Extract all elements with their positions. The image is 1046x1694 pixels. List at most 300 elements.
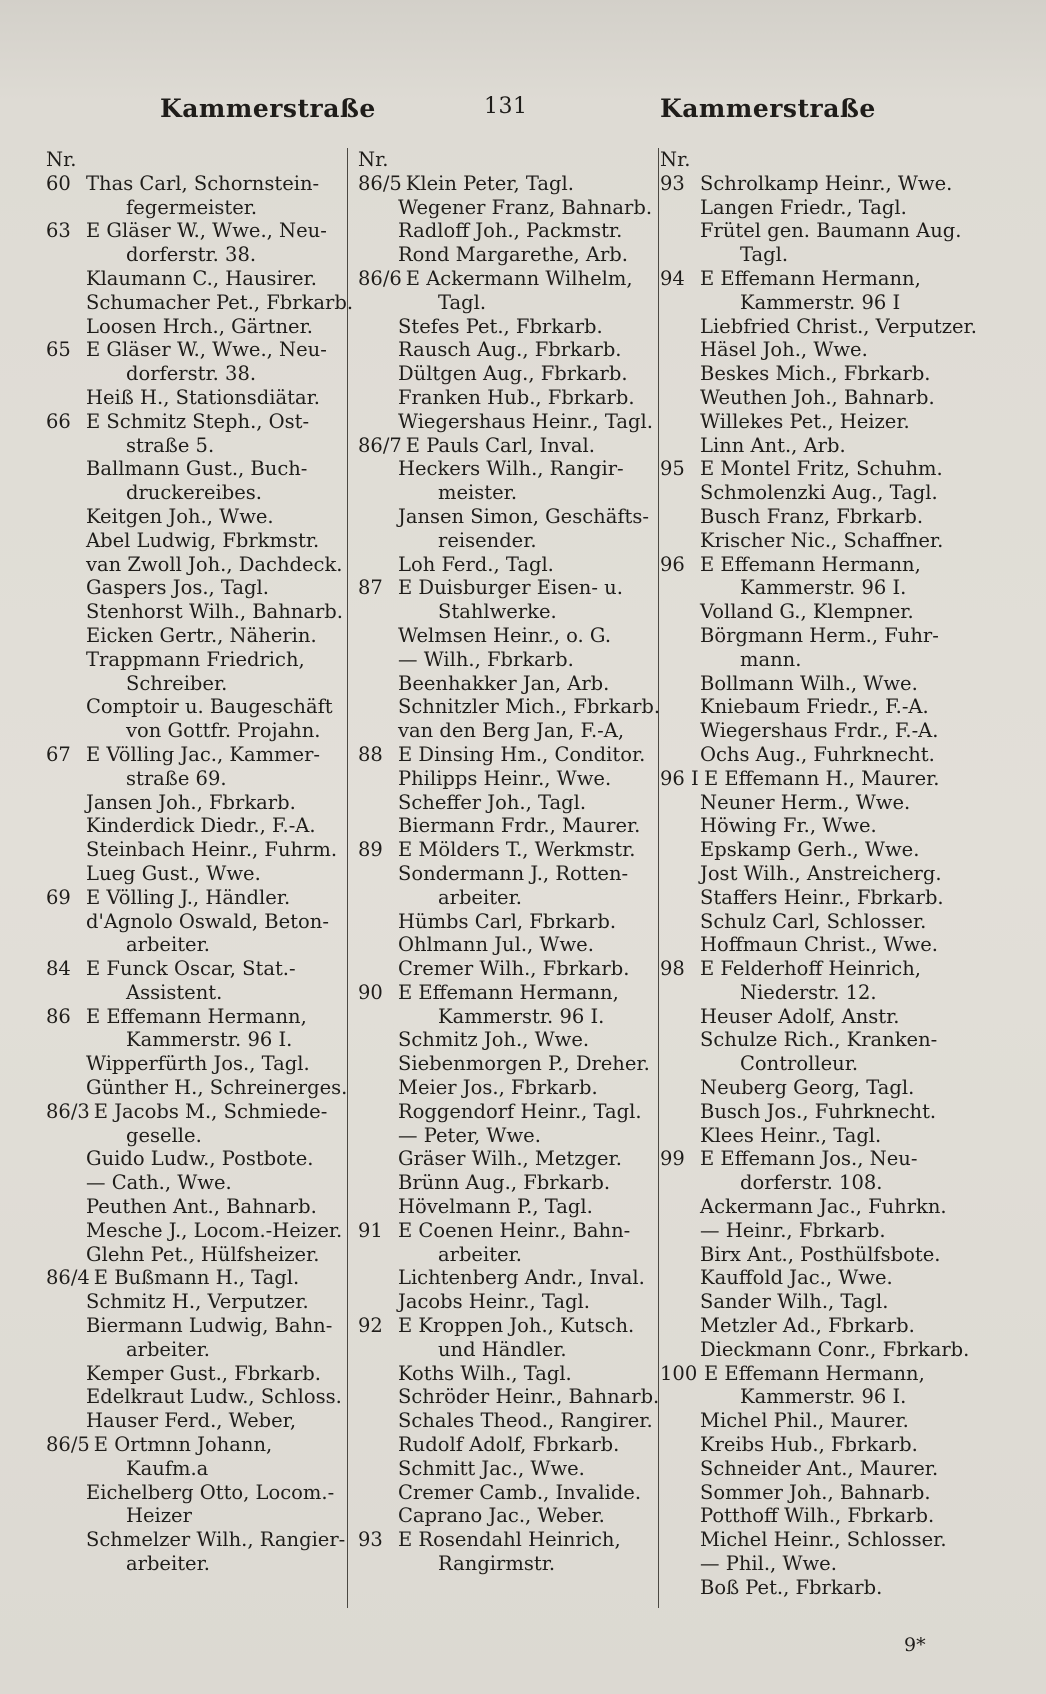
resident-entry <box>358 576 660 600</box>
resident-entry <box>46 1243 346 1267</box>
resident-text: Lueg Gust., Wwe. <box>86 861 261 885</box>
resident-text: Guido Ludw., Postbote. <box>86 1147 314 1171</box>
entry-continuation: Kaufm.a <box>126 1456 209 1480</box>
resident-entry <box>358 505 660 529</box>
resident-text: Brünn Aug., Fbrkarb. <box>398 1171 611 1195</box>
resident-entry <box>358 767 660 791</box>
entry-continuation: Rangirmstr. <box>438 1552 556 1576</box>
resident-entry <box>46 529 346 553</box>
resident-entry <box>660 672 960 696</box>
resident-text: Beskes Mich., Fbrkarb. <box>700 362 931 386</box>
entry-continuation: Tagl. <box>438 290 487 314</box>
resident-entry <box>46 791 346 815</box>
resident-text: Birx Ant., Posthülfsbote. <box>700 1242 941 1266</box>
entry-continuation: druckereibes. <box>126 481 262 505</box>
resident-text: Peuthen Ant., Bahnarb. <box>86 1195 317 1219</box>
resident-entry <box>46 457 346 481</box>
resident-text: — Heinr., Fbrkarb. <box>700 1218 886 1242</box>
resident-entry <box>358 672 660 696</box>
resident-entry <box>46 1385 346 1409</box>
resident-text: Busch Franz, Fbrkarb. <box>700 504 924 528</box>
resident-text: Schmitt Jac., Wwe. <box>398 1456 585 1480</box>
resident-entry <box>358 1219 660 1243</box>
resident-entry <box>358 553 660 577</box>
house-number: 100 <box>660 1361 698 1385</box>
resident-entry <box>358 1433 660 1457</box>
resident-text: Schmolenzki Aug., Tagl. <box>700 481 938 505</box>
house-number: 99 <box>660 1147 685 1171</box>
resident-text: E Jacobs M., Schmiede- <box>93 1099 328 1123</box>
resident-entry <box>46 743 346 767</box>
resident-text: Gaspers Jos., Tagl. <box>86 576 269 600</box>
resident-entry <box>46 1052 346 1076</box>
resident-text: Staffers Heinr., Fbrkarb. <box>700 885 944 909</box>
resident-entry <box>660 1005 960 1029</box>
resident-text: Weuthen Joh., Bahnarb. <box>700 385 935 409</box>
resident-text: Neuberg Georg, Tagl. <box>700 1076 915 1100</box>
entry-continuation: arbeiter. <box>438 885 522 909</box>
resident-text: Dültgen Aug., Fbrkarb. <box>398 362 628 386</box>
resident-entry <box>46 338 346 362</box>
resident-entry <box>46 695 346 719</box>
resident-text: Günther H., Schreinerges. <box>86 1076 348 1100</box>
resident-text: Mesche J., Locom.-Heizer. <box>86 1218 343 1242</box>
resident-entry <box>660 1219 960 1243</box>
house-number: 86 <box>46 1004 71 1028</box>
entry-continuation: und Händler. <box>438 1337 567 1361</box>
entry-continuation: arbeiter. <box>126 1552 210 1576</box>
resident-text: Beenhakker Jan, Arb. <box>398 671 610 695</box>
entry-continuation: reisender. <box>438 528 537 552</box>
house-number: 60 <box>46 171 71 195</box>
resident-text: Loosen Hrch., Gärtner. <box>86 314 313 338</box>
resident-entry <box>660 410 960 434</box>
resident-entry <box>46 1314 346 1338</box>
entry-continuation: Niederstr. 12. <box>740 980 877 1004</box>
house-number: 89 <box>358 838 383 862</box>
resident-text: Epskamp Gerh., Wwe. <box>700 838 920 862</box>
resident-text: Comptoir u. Baugeschäft <box>86 695 333 719</box>
resident-text: E Effemann Jos., Neu- <box>700 1147 918 1171</box>
resident-text: Höwing Fr., Wwe. <box>700 814 877 838</box>
resident-entry <box>358 1052 660 1076</box>
resident-entry <box>660 933 960 957</box>
resident-text: Sondermann J., Rotten- <box>398 861 629 885</box>
resident-text: Steinbach Heinr., Fuhrm. <box>86 838 338 862</box>
resident-entry <box>660 791 960 815</box>
resident-text: E Effemann H., Maurer. <box>704 766 940 790</box>
resident-text: E Effemann Hermann, <box>700 266 921 290</box>
resident-text: Dieckmann Conr., Fbrkarb. <box>700 1337 970 1361</box>
resident-entry <box>46 290 354 315</box>
resident-entry <box>660 172 960 196</box>
resident-text: Hoffmaun Christ., Wwe. <box>700 933 938 957</box>
resident-entry <box>660 338 960 362</box>
house-number: 96 I <box>660 766 699 790</box>
resident-text: Schnitzler Mich., Fbrkarb. <box>398 695 661 719</box>
resident-entry <box>358 981 660 1005</box>
resident-text: E Funck Oscar, Stat.- <box>86 957 296 981</box>
resident-entry <box>660 1504 960 1528</box>
resident-entry <box>660 957 960 981</box>
resident-text: E Coenen Heinr., Bahn- <box>398 1218 631 1242</box>
resident-entry <box>660 1433 960 1457</box>
house-number: 63 <box>46 219 71 243</box>
resident-entry <box>358 1147 660 1171</box>
house-number: 65 <box>46 338 71 362</box>
resident-text: Busch Jos., Fuhrknecht. <box>700 1099 937 1123</box>
house-number: 91 <box>358 1218 383 1242</box>
resident-text: Stefes Pet., Fbrkarb. <box>398 314 603 338</box>
resident-entry <box>660 1290 960 1314</box>
resident-text: Ochs Aug., Fuhrknecht. <box>700 742 935 766</box>
column-nr-label: Nr. <box>46 148 77 171</box>
resident-entry <box>358 1409 660 1433</box>
resident-entry <box>660 1576 960 1600</box>
resident-entry <box>660 719 960 743</box>
resident-text: E Ortmnn Johann, <box>93 1433 273 1457</box>
resident-text: Schröder Heinr., Bahnarb. <box>398 1385 660 1409</box>
signature-mark: 9* <box>904 1634 926 1656</box>
resident-entry <box>358 1528 660 1552</box>
resident-text: E Rosendahl Heinrich, <box>398 1528 621 1552</box>
resident-entry <box>358 1124 660 1148</box>
house-number: 69 <box>46 885 71 909</box>
resident-text: — Cath., Wwe. <box>86 1171 232 1195</box>
resident-text: Frütel gen. Baumann Aug. <box>700 219 962 243</box>
resident-text: Cremer Camb., Invalide. <box>398 1480 642 1504</box>
right-running-title: Kammerstraße <box>660 94 876 123</box>
resident-text: Heckers Wilh., Rangir- <box>398 457 624 481</box>
resident-text: E Völling J., Händler. <box>86 885 291 909</box>
resident-text: E Ackermann Wilhelm, <box>405 266 633 290</box>
directory-column-2 <box>358 148 660 1576</box>
resident-text: Abel Ludwig, Fbrkmstr. <box>86 528 320 552</box>
resident-text: E Gläser W., Wwe., Neu- <box>86 219 327 243</box>
resident-text: Schmitz H., Verputzer. <box>86 1290 309 1314</box>
resident-text: E Mölders T., Werkmstr. <box>398 838 636 862</box>
resident-text: Gräser Wilh., Metzger. <box>398 1147 622 1171</box>
resident-text: Bollmann Wilh., Wwe. <box>700 671 918 695</box>
house-number: 86/5 <box>46 1433 90 1457</box>
resident-text: E Duisburger Eisen- u. <box>398 576 623 600</box>
resident-entry <box>660 314 977 339</box>
house-number: 95 <box>660 457 685 481</box>
entry-continuation: straße 5. <box>126 433 215 457</box>
resident-entry <box>660 1337 970 1362</box>
resident-entry <box>46 957 346 981</box>
resident-text: Caprano Jac., Weber. <box>398 1504 605 1528</box>
resident-entry <box>358 910 660 934</box>
resident-entry <box>358 1100 660 1124</box>
entry-continuation: Controlleur. <box>740 1052 859 1076</box>
resident-entry <box>660 1076 960 1100</box>
resident-entry <box>660 362 960 386</box>
resident-text: Scheffer Joh., Tagl. <box>398 790 587 814</box>
house-number: 86/5 <box>358 171 402 195</box>
resident-text: Keitgen Joh., Wwe. <box>86 504 274 528</box>
resident-text: Jansen Joh., Fbrkarb. <box>86 790 296 814</box>
resident-entry <box>660 814 960 838</box>
resident-text: Klaumann C., Hausirer. <box>86 266 317 290</box>
resident-entry <box>660 910 960 934</box>
resident-entry <box>46 553 346 577</box>
house-number: 86/6 <box>358 266 402 290</box>
resident-text: Jost Wilh., Anstreicherg. <box>700 861 942 885</box>
entry-continuation: arbeiter. <box>126 1337 210 1361</box>
resident-text: Hauser Ferd., Weber, <box>86 1409 297 1433</box>
resident-entry <box>46 1266 346 1290</box>
resident-text: Klees Heinr., Tagl. <box>700 1123 882 1147</box>
resident-entry <box>46 410 346 434</box>
resident-entry <box>660 553 960 577</box>
resident-entry <box>660 600 960 624</box>
resident-entry <box>358 410 660 434</box>
resident-text: Siebenmorgen P., Dreher. <box>398 1052 650 1076</box>
resident-text: E Dinsing Hm., Conditor. <box>398 742 646 766</box>
resident-text: E Völling Jac., Kammer- <box>86 742 320 766</box>
resident-entry <box>660 1457 960 1481</box>
resident-entry <box>660 624 960 648</box>
resident-text: — Wilh., Fbrkarb. <box>398 647 574 671</box>
page-number: 131 <box>484 94 528 119</box>
resident-text: Koths Wilh., Tagl. <box>398 1361 572 1385</box>
column-nr-label: Nr. <box>358 148 389 171</box>
resident-entry <box>46 505 346 529</box>
resident-text: Biermann Frdr., Maurer. <box>398 814 641 838</box>
resident-text: Eicken Gertr., Näherin. <box>86 623 317 647</box>
resident-entry <box>46 576 346 600</box>
entry-continuation: Kammerstr. 96 I. <box>438 1004 605 1028</box>
resident-text: Schneider Ant., Maurer. <box>700 1456 939 1480</box>
resident-entry <box>358 743 660 767</box>
resident-entry <box>660 743 960 767</box>
resident-text: Ballmann Gust., Buch- <box>86 457 308 481</box>
resident-text: Stenhorst Wilh., Bahnarb. <box>86 600 343 624</box>
resident-text: Volland G., Klempner. <box>700 600 914 624</box>
resident-text: Klein Peter, Tagl. <box>405 171 574 195</box>
entry-continuation: von Gottfr. Projahn. <box>126 719 321 743</box>
resident-text: E Pauls Carl, Inval. <box>405 433 595 457</box>
resident-text: Metzler Ad., Fbrkarb. <box>700 1314 915 1338</box>
house-number: 94 <box>660 266 685 290</box>
house-number: 92 <box>358 1314 383 1338</box>
resident-entry <box>660 1409 960 1433</box>
resident-entry <box>358 1314 660 1338</box>
resident-text: van Zwoll Joh., Dachdeck. <box>86 552 343 576</box>
resident-entry <box>358 219 660 243</box>
resident-text: Heiß H., Stationsdiätar. <box>86 385 320 409</box>
resident-entry <box>358 1385 660 1409</box>
resident-text: Sommer Joh., Bahnarb. <box>700 1480 931 1504</box>
house-number: 86/7 <box>358 433 402 457</box>
resident-text: Rudolf Adolf, Fbrkarb. <box>398 1433 620 1457</box>
resident-entry <box>358 267 660 291</box>
entry-continuation: straße 69. <box>126 766 227 790</box>
resident-text: Kniebaum Friedr., F.-A. <box>700 695 929 719</box>
entry-continuation: meister. <box>438 481 518 505</box>
resident-entry <box>46 1409 346 1433</box>
resident-text: Ackermann Jac., Fuhrkn. <box>700 1195 947 1219</box>
resident-entry <box>660 1100 960 1124</box>
entry-continuation: geselle. <box>126 1123 202 1147</box>
resident-entry <box>358 957 660 981</box>
entry-continuation: Kammerstr. 96 I. <box>740 1385 907 1409</box>
resident-entry <box>358 1481 660 1505</box>
column-nr-label: Nr. <box>660 148 691 171</box>
column-divider <box>347 148 348 1608</box>
resident-entry <box>46 1100 346 1124</box>
resident-entry <box>46 814 346 838</box>
house-number: 87 <box>358 576 383 600</box>
resident-text: Schumacher Pet., Fbrkarb. <box>86 290 354 314</box>
resident-text: Sander Wilh., Tagl. <box>700 1290 889 1314</box>
resident-entry <box>660 267 960 291</box>
resident-text: Hövelmann P., Tagl. <box>398 1195 593 1219</box>
resident-entry <box>358 1171 660 1195</box>
entry-continuation: Tagl. <box>740 243 789 267</box>
resident-entry <box>660 1314 960 1338</box>
resident-text: E Felderhoff Heinrich, <box>700 957 921 981</box>
resident-text: E Montel Fritz, Schuhm. <box>700 457 943 481</box>
resident-text: Neuner Herm., Wwe. <box>700 790 911 814</box>
resident-text: Trappmann Friedrich, <box>86 647 305 671</box>
resident-text: Ohlmann Jul., Wwe. <box>398 933 594 957</box>
house-number: 86/3 <box>46 1099 90 1123</box>
resident-text: Jacobs Heinr., Tagl. <box>398 1290 590 1314</box>
resident-text: Eichelberg Otto, Locom.- <box>86 1480 335 1504</box>
entry-continuation: Heizer <box>126 1504 192 1528</box>
resident-text: Michel Heinr., Schlosser. <box>700 1528 947 1552</box>
resident-entry <box>46 219 346 243</box>
resident-entry <box>660 1195 960 1219</box>
resident-text: Glehn Pet., Hülfsheizer. <box>86 1242 320 1266</box>
entry-continuation: mann. <box>740 647 802 671</box>
resident-text: Franken Hub., Fbrkarb. <box>398 385 635 409</box>
entry-continuation: Kammerstr. 96 I <box>740 290 901 314</box>
entry-continuation: Stahlwerke. <box>438 600 557 624</box>
resident-entry <box>46 648 346 672</box>
resident-entry <box>660 481 960 505</box>
resident-entry <box>46 172 346 196</box>
resident-entry <box>46 1362 346 1386</box>
resident-entry <box>660 862 960 886</box>
resident-text: Krischer Nic., Schaffner. <box>700 528 944 552</box>
resident-entry <box>358 386 660 410</box>
resident-entry <box>660 767 960 791</box>
house-number: 66 <box>46 409 71 433</box>
resident-text: Schulze Rich., Kranken- <box>700 1028 938 1052</box>
house-number: 90 <box>358 980 383 1004</box>
resident-text: Wipperfürth Jos., Tagl. <box>86 1052 310 1076</box>
resident-text: Potthoff Wilh., Fbrkarb. <box>700 1504 935 1528</box>
resident-entry <box>46 1147 346 1171</box>
resident-text: E Effemann Hermann, <box>86 1004 307 1028</box>
resident-text: Thas Carl, Schornstein- <box>86 171 320 195</box>
resident-entry <box>358 1362 660 1386</box>
entry-continuation: Kammerstr. 96 I. <box>126 1028 293 1052</box>
resident-entry <box>46 1290 346 1314</box>
resident-text: Kinderdick Diedr., F.-A. <box>86 814 316 838</box>
resident-entry <box>358 1266 660 1290</box>
resident-entry <box>358 838 660 862</box>
resident-text: Schmitz Joh., Wwe. <box>398 1028 590 1052</box>
resident-entry <box>358 1028 660 1052</box>
resident-text: — Phil., Wwe. <box>700 1552 837 1576</box>
entry-continuation: Kammerstr. 96 I. <box>740 576 907 600</box>
resident-entry <box>660 1028 960 1052</box>
entry-continuation: arbeiter. <box>438 1242 522 1266</box>
resident-entry <box>660 838 960 862</box>
resident-entry <box>660 1266 960 1290</box>
resident-text: Edelkraut Ludw., Schloss. <box>86 1385 342 1409</box>
resident-entry <box>660 1243 960 1267</box>
resident-entry <box>46 1195 346 1219</box>
resident-text: E Gläser W., Wwe., Neu- <box>86 338 327 362</box>
resident-entry <box>358 791 660 815</box>
resident-entry <box>46 267 346 291</box>
resident-text: Kauffold Jac., Wwe. <box>700 1266 893 1290</box>
resident-entry <box>358 814 660 838</box>
resident-text: E Effemann Hermann, <box>704 1361 925 1385</box>
resident-text: E Schmitz Steph., Ost- <box>86 409 310 433</box>
resident-text: Schulz Carl, Schlosser. <box>700 909 927 933</box>
resident-text: — Peter, Wwe. <box>398 1123 541 1147</box>
entry-continuation: Assistent. <box>126 980 223 1004</box>
resident-text: Heuser Adolf, Anstr. <box>700 1004 900 1028</box>
resident-entry <box>46 315 346 339</box>
resident-text: Rausch Aug., Fbrkarb. <box>398 338 622 362</box>
resident-entry <box>358 315 660 339</box>
resident-text: Rond Margarethe, Arb. <box>398 243 628 267</box>
resident-entry <box>46 1005 346 1029</box>
resident-entry <box>660 219 960 243</box>
resident-text: Roggendorf Heinr., Tagl. <box>398 1099 642 1123</box>
entry-continuation: fegermeister. <box>126 195 258 219</box>
resident-entry <box>660 386 960 410</box>
resident-entry <box>358 695 660 719</box>
resident-entry <box>358 457 660 481</box>
house-number: 96 <box>660 552 685 576</box>
resident-entry <box>46 1171 346 1195</box>
resident-text: Schrolkamp Heinr., Wwe. <box>700 171 953 195</box>
house-number: 86/4 <box>46 1266 90 1290</box>
resident-text: Langen Friedr., Tagl. <box>700 195 907 219</box>
resident-text: Kemper Gust., Fbrkarb. <box>86 1361 321 1385</box>
resident-text: Lichtenberg Andr., Inval. <box>398 1266 645 1290</box>
house-number: 84 <box>46 957 71 981</box>
resident-entry <box>660 434 960 458</box>
resident-text: Liebfried Christ., Verputzer. <box>700 314 977 338</box>
resident-entry <box>46 600 346 624</box>
resident-entry <box>46 1528 346 1552</box>
resident-entry <box>358 362 660 386</box>
resident-entry <box>660 1528 960 1552</box>
resident-entry <box>358 1076 660 1100</box>
resident-text: Willekes Pet., Heizer. <box>700 409 910 433</box>
resident-entry <box>358 434 660 458</box>
resident-entry <box>358 1504 660 1528</box>
resident-text: Wegener Franz, Bahnarb. <box>398 195 653 219</box>
house-number: 67 <box>46 742 71 766</box>
house-number: 93 <box>660 171 685 195</box>
resident-entry <box>46 1076 346 1100</box>
resident-text: Jansen Simon, Geschäfts- <box>398 504 649 528</box>
resident-entry <box>46 886 346 910</box>
house-number: 88 <box>358 742 383 766</box>
resident-text: Häsel Joh., Wwe. <box>700 338 868 362</box>
resident-entry <box>358 338 660 362</box>
